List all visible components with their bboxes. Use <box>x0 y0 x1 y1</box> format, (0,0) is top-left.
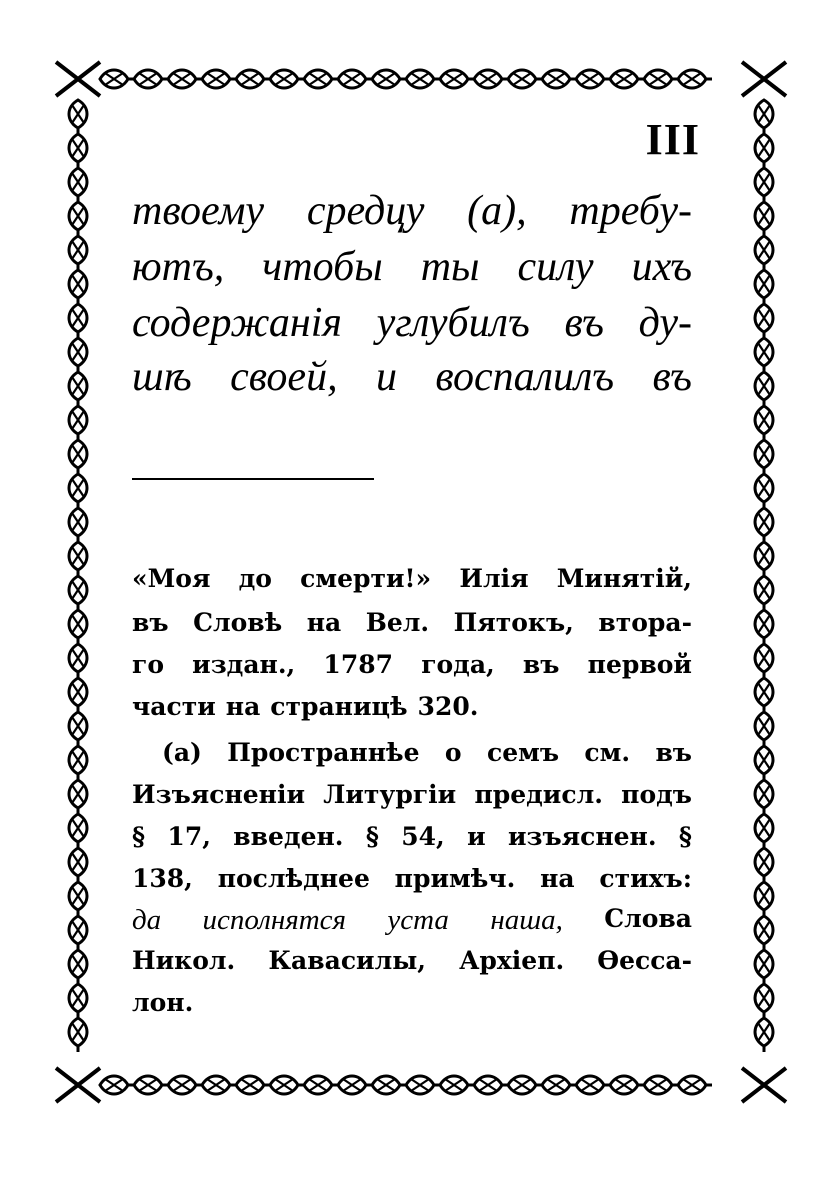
border-knot <box>755 542 773 576</box>
word: первой <box>587 650 692 679</box>
border-knot <box>338 1076 372 1094</box>
word: Словѣ <box>193 608 283 637</box>
word: о <box>444 738 462 767</box>
border-knot <box>69 304 87 338</box>
border-knot <box>440 70 474 88</box>
border-knot <box>755 984 773 1018</box>
border-knot <box>304 1076 338 1094</box>
word: въ <box>564 300 604 346</box>
border-knot <box>610 70 644 88</box>
footnote-ref: (а), <box>467 188 527 234</box>
word: ду- <box>638 300 692 346</box>
border-knot <box>576 70 610 88</box>
border-knot <box>202 70 236 88</box>
main-text-line-4 <box>132 356 692 398</box>
border-knot <box>372 70 406 88</box>
word: см. <box>584 738 631 767</box>
border-knot <box>69 372 87 406</box>
word: § <box>365 822 379 851</box>
border-knot <box>69 168 87 202</box>
word: втора- <box>598 608 692 637</box>
border-knot <box>755 848 773 882</box>
border-knot <box>474 1076 508 1094</box>
border-knot <box>755 882 773 916</box>
main-text-line-3 <box>132 302 692 344</box>
border-knot <box>100 70 134 88</box>
quoted-word: уста <box>387 904 449 936</box>
border-knot <box>610 1076 644 1094</box>
border-knot <box>69 644 87 678</box>
word: Никол. <box>132 946 236 975</box>
border-knot <box>406 1076 440 1094</box>
quoted-word: да <box>132 904 162 936</box>
footnote-a-line-5 <box>132 906 692 935</box>
border-knot <box>69 950 87 984</box>
border-knot <box>755 950 773 984</box>
word: примѣч. <box>394 864 516 893</box>
border-knot <box>69 610 87 644</box>
word: Изъясненіи <box>132 780 305 809</box>
word: на <box>306 608 342 637</box>
border-knot <box>755 406 773 440</box>
border-knot <box>69 474 87 508</box>
border-knot <box>69 236 87 270</box>
word: ихъ <box>631 244 692 290</box>
footnote-label: (а) <box>162 738 202 767</box>
word: § <box>678 822 692 851</box>
word: 320. <box>417 692 479 721</box>
border-knot <box>134 70 168 88</box>
word: своей, <box>230 354 338 400</box>
border-knot <box>755 270 773 304</box>
footnote-star-line-4 <box>132 694 692 719</box>
border-knot <box>69 848 87 882</box>
word: § <box>132 822 146 851</box>
word: Вел. <box>365 608 430 637</box>
footnote-a-line-3 <box>132 824 692 849</box>
border-knot <box>474 70 508 88</box>
word: твоему <box>132 188 265 234</box>
word: Илія <box>459 564 529 593</box>
border-knot <box>304 70 338 88</box>
word: ютъ, <box>132 244 225 290</box>
word: содержанія <box>132 300 342 346</box>
word: ты <box>420 244 480 290</box>
border-knot <box>134 1076 168 1094</box>
footnote-star-line-1 <box>132 566 692 591</box>
border-knot <box>755 474 773 508</box>
border-knot <box>69 270 87 304</box>
word: Ѳесса- <box>597 946 692 975</box>
border-knot <box>755 712 773 746</box>
border-knot <box>440 1076 474 1094</box>
border-knot <box>755 576 773 610</box>
word: до <box>238 564 272 593</box>
footnote-a-line-1 <box>162 740 692 765</box>
word: семъ <box>486 738 559 767</box>
word: въ <box>655 738 692 767</box>
word: введен. <box>233 822 344 851</box>
word: стихъ: <box>599 864 692 893</box>
border-knot <box>236 1076 270 1094</box>
main-text-line-1 <box>132 190 692 232</box>
border-knot <box>542 70 576 88</box>
border-knot <box>69 440 87 474</box>
border-knot <box>236 70 270 88</box>
border-knot <box>542 1076 576 1094</box>
word: издан., <box>192 650 296 679</box>
word: шѣ <box>132 354 192 400</box>
border-knot <box>678 1076 712 1094</box>
border-knot <box>69 406 87 440</box>
footnote-a-line-7 <box>132 990 692 1015</box>
border-knot <box>755 916 773 950</box>
border-knot <box>338 70 372 88</box>
word: смерти!» <box>300 564 432 593</box>
footnote-separator-rule <box>132 478 374 480</box>
border-knot <box>508 70 542 88</box>
border-knot <box>69 916 87 950</box>
quoted-word: наша, <box>490 904 563 936</box>
border-knot <box>69 202 87 236</box>
quoted-word: исполнятся <box>202 904 347 936</box>
footnote-a-line-6 <box>132 948 692 973</box>
word: Литургіи <box>323 780 457 809</box>
word: «Моя <box>132 564 211 593</box>
border-knot <box>69 780 87 814</box>
border-knot <box>270 1076 304 1094</box>
border-knot <box>755 644 773 678</box>
border-knot <box>69 984 87 1018</box>
word: на <box>540 864 575 893</box>
word: 17, <box>167 822 211 851</box>
border-knot <box>644 70 678 88</box>
word: воспалилъ <box>435 354 615 400</box>
footnote-star-line-3 <box>132 652 692 677</box>
border-knot <box>644 1076 678 1094</box>
word: года, <box>421 650 495 679</box>
border-knot <box>372 1076 406 1094</box>
border-knot <box>755 678 773 712</box>
word: требу- <box>569 188 692 234</box>
word: силу <box>517 244 594 290</box>
border-knot <box>69 100 87 134</box>
word: и <box>375 354 397 400</box>
word: части <box>132 692 216 721</box>
word: послѣднее <box>217 864 370 893</box>
page-number: III <box>645 115 700 164</box>
border-knot <box>69 678 87 712</box>
border-knot <box>755 100 773 134</box>
word: 138, <box>132 864 193 893</box>
border-knot <box>69 508 87 542</box>
word: страницѣ <box>270 692 408 721</box>
border-knot <box>69 338 87 372</box>
border-knot <box>168 70 202 88</box>
border-knot <box>270 70 304 88</box>
word: Пятокъ, <box>453 608 574 637</box>
word: на <box>225 692 261 721</box>
word: Архіеп. <box>459 946 565 975</box>
border-knot <box>69 712 87 746</box>
footnote-a-line-2 <box>132 782 692 807</box>
border-knot <box>678 70 712 88</box>
border-knot <box>755 304 773 338</box>
word: лон. <box>132 988 194 1017</box>
border-knot <box>755 814 773 848</box>
border-knot <box>576 1076 610 1094</box>
word: чтобы <box>262 244 383 290</box>
border-knot <box>69 882 87 916</box>
word: и <box>467 822 486 851</box>
border-knot <box>755 610 773 644</box>
border-knot <box>168 1076 202 1094</box>
word: въ <box>652 354 692 400</box>
border-knot <box>202 1076 236 1094</box>
border-knot <box>755 134 773 168</box>
border-knot <box>755 338 773 372</box>
border-knot <box>755 508 773 542</box>
border-knot <box>100 1076 134 1094</box>
word: 54, <box>401 822 445 851</box>
word: средцу <box>306 188 425 234</box>
border-knot <box>755 780 773 814</box>
word: въ <box>132 608 169 637</box>
border-knot <box>406 70 440 88</box>
border-knot <box>755 1018 773 1052</box>
border-knot <box>69 1018 87 1052</box>
word: 1787 <box>323 650 394 679</box>
word: въ <box>522 650 560 679</box>
border-knot <box>508 1076 542 1094</box>
border-knot <box>69 746 87 780</box>
border-knot <box>755 440 773 474</box>
footnote-star-line-2 <box>132 610 692 635</box>
footnote-a-line-4 <box>132 866 692 891</box>
word: изъяснен. <box>507 822 657 851</box>
border-knot <box>755 372 773 406</box>
border-knot <box>755 236 773 270</box>
border-knot <box>755 746 773 780</box>
word: Пространнѣе <box>227 738 420 767</box>
border-knot <box>755 202 773 236</box>
border-knot <box>69 576 87 610</box>
border-knot <box>755 168 773 202</box>
word: Минятій, <box>556 564 692 593</box>
border-knot <box>69 814 87 848</box>
border-knot <box>69 542 87 576</box>
word: Кавасилы, <box>268 946 426 975</box>
main-text-line-2 <box>132 246 692 288</box>
word: углубилъ <box>376 300 530 346</box>
word: предисл. <box>474 780 603 809</box>
border-knot <box>69 134 87 168</box>
word: го <box>132 650 164 679</box>
word: Слова <box>604 904 692 933</box>
word: подъ <box>621 780 692 809</box>
